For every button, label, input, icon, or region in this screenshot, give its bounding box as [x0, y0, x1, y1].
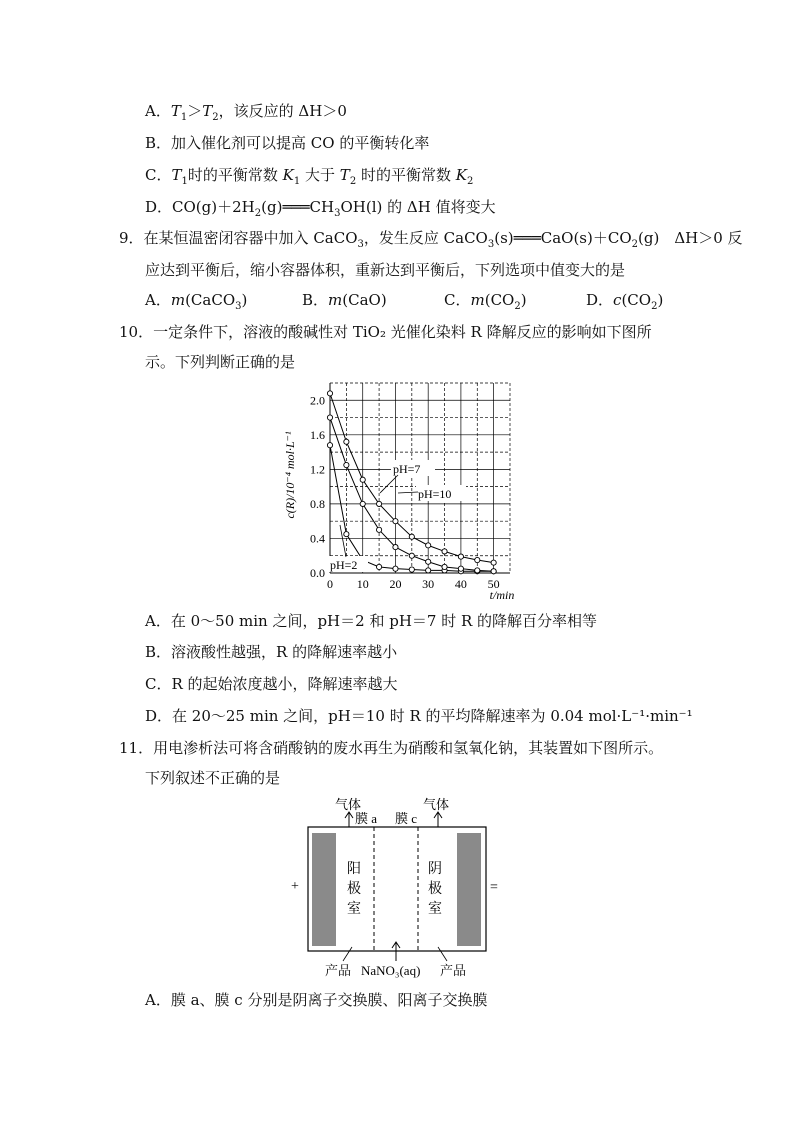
q9-stem-line-1: 9．在某恒温密闭容器中加入 CaCO$_3$，发生反应 $CaCO_3(s)═══CaO(s)+CO_2(g)$ ΔH＞0 反	[119, 229, 743, 250]
data-point	[426, 559, 431, 564]
data-point	[426, 543, 431, 548]
q9-stem-line-2: 应达到平衡后，缩小容器体积，重新达到平衡后，下列选项中值变大的是	[145, 261, 626, 279]
data-point	[344, 439, 349, 444]
q10-option-a: A．在 0～50 min 之间，pH＝2 和 pH＝7 时 R 的降解百分率相等	[145, 612, 598, 630]
q11-stem-line-2: 下列叙述不正确的是	[145, 769, 281, 787]
x-tick-label: 50	[487, 577, 500, 591]
data-point	[442, 549, 447, 554]
equilibrium-arrow: ═══	[513, 229, 541, 247]
y-tick-label: 0.4	[310, 531, 325, 546]
q9-option-d: D．$c(CO_2)$	[586, 291, 664, 312]
anode-electrode	[312, 833, 336, 946]
chart-axes	[330, 383, 510, 573]
label-ph10: pH=10	[418, 487, 452, 501]
data-point	[327, 443, 332, 448]
product-right-label: 产品	[440, 963, 467, 978]
x-tick-label: 10	[356, 577, 369, 591]
data-point	[327, 415, 332, 420]
positive-terminal: +	[291, 879, 299, 894]
x-tick-label: 0	[327, 577, 333, 591]
y-axis-label: c(R)/10⁻⁴ mol·L⁻¹	[283, 431, 297, 519]
q8-option-a: A．$T_1>T_2$，该反应的 ΔH＞0	[145, 102, 347, 123]
data-point	[409, 567, 414, 572]
y-tick-label: 0.8	[310, 496, 325, 511]
membrane-c-label: 膜 c	[395, 811, 418, 826]
q11-option-a: A．膜 a、膜 c 分别是阴离子交换膜、阳离子交换膜	[145, 991, 488, 1009]
membrane-a-label: 膜 a	[355, 811, 378, 826]
data-point	[344, 532, 349, 537]
label-ph7: pH=7	[393, 462, 421, 476]
data-point	[376, 501, 381, 506]
data-point	[458, 554, 463, 559]
data-point	[442, 564, 447, 569]
data-point	[376, 564, 381, 569]
data-point	[327, 391, 332, 396]
q10-option-c: C．R 的起始浓度越小，降解速率越大	[145, 675, 398, 693]
data-point	[393, 519, 398, 524]
q10-stem-line-1: 10．一定条件下，溶液的酸碱性对 TiO₂ 光催化染料 R 降解反应的影响如下图所	[119, 323, 652, 341]
data-point	[376, 527, 381, 532]
anode-chamber-char-2: 极	[347, 882, 361, 897]
x-tick-label: 20	[389, 577, 402, 591]
data-point	[393, 566, 398, 571]
data-point	[360, 477, 365, 482]
y-tick-label: 0.0	[310, 566, 325, 580]
equilibrium-arrow: ═══	[282, 198, 310, 216]
data-point	[360, 501, 365, 506]
q9-option-a: A．m(CaCO$_3$)	[145, 291, 248, 312]
data-point	[426, 568, 431, 573]
pointer-ph10	[398, 492, 418, 493]
gas-right-label: 气体	[423, 797, 450, 812]
label-ph2: pH=2	[330, 558, 358, 572]
cathode-chamber-char-1: 阴	[428, 862, 442, 877]
q10-option-b: B．溶液酸性越强，R 的降解速率越小	[145, 643, 398, 661]
negative-terminal: =	[490, 880, 498, 895]
data-point	[475, 557, 480, 562]
anode-chamber-char-3: 室	[347, 902, 361, 917]
chart-grid	[330, 383, 510, 573]
x-tick-label: 40	[454, 577, 467, 591]
q9-option-b: B．m(CaO)	[302, 291, 387, 309]
degradation-chart	[280, 375, 520, 605]
data-point	[344, 462, 349, 467]
cathode-electrode	[457, 833, 481, 946]
q9-option-c: C．$m(CO_2)$	[444, 291, 527, 312]
anode-chamber-char-1: 阳	[347, 862, 361, 877]
data-point	[393, 544, 398, 549]
data-point	[409, 534, 414, 539]
y-tick-label: 1.2	[310, 462, 325, 477]
y-tick-label: 1.6	[310, 427, 325, 442]
q11-stem-line-1: 11．用电渗析法可将含硝酸钠的废水再生为硝酸和氢氧化钠，其装置如下图所示。	[119, 739, 664, 757]
data-point	[475, 568, 480, 573]
electrodialysis-diagram	[285, 793, 515, 983]
gas-left-label: 气体	[335, 797, 362, 812]
cathode-chamber-char-3: 室	[428, 902, 442, 917]
cathode-chamber-char-2: 极	[428, 882, 442, 897]
x-axis-label: t/min	[489, 588, 515, 602]
q10-option-d: D．在 20～25 min 之间，pH＝10 时 R 的平均降解速率为 0.04 mol·L⁻¹·min⁻¹	[145, 707, 693, 725]
q8-option-c: C．$T_1$时的平衡常数 $K_1$ 大于 $T_2$ 时的平衡常数 $K_2$	[145, 166, 474, 187]
data-point	[491, 569, 496, 574]
x-tick-label: 30	[422, 577, 435, 591]
y-tick-label: 2.0	[310, 393, 325, 408]
data-point	[491, 560, 496, 565]
q8-option-d: D．$CO(g)+2H_2(g)═══CH_3OH(l)$ 的 ΔH 值将变大	[145, 198, 496, 219]
product-left-label: 产品	[325, 963, 352, 978]
feed-label: NaNO₃(aq)	[361, 963, 421, 978]
data-point	[458, 566, 463, 571]
data-point	[409, 553, 414, 558]
q8-option-b: B．加入催化剂可以提高 CO 的平衡转化率	[145, 134, 430, 152]
q10-stem-line-2: 示。下列判断正确的是	[145, 353, 296, 371]
